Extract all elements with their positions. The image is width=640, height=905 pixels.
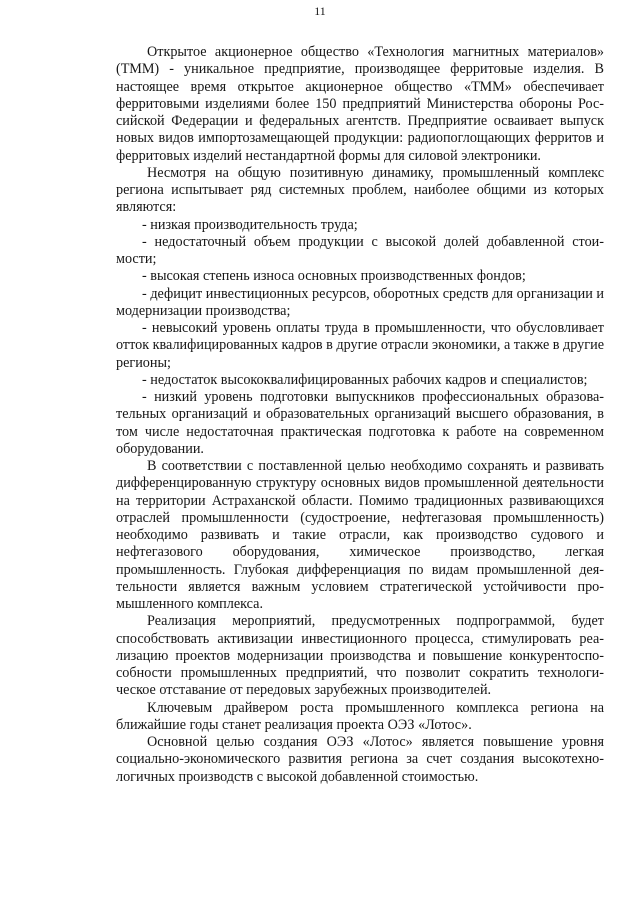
paragraph: В соответствии с поставленной целью необходимо сохранять и развивать дифференцированную структуру основных видов промышленной деятельности на территории Астраханской области. Помимо традиционных развивающихся отраслей промышленности (судостроение, нефтегазовая промышленность) необходимо развивать и такие отрасли, как производство судового и нефтегазового оборудования, химическое производство, легкая промышленность. Глубокая дифференциация по видам промышленной деятельности является важным условием стратегической устойчивости промышленного комплекса. [116,458,604,612]
list-item: - недостаток высококвалифицированных рабочих кадров и специалистов; [142,371,588,388]
list-item: - низкий уровень подготовки выпускников профессиональных образовательных организаций и образовательных организаций высшего образования, в том числе недостаточная практическая подготовка к работе на современном оборудовании. [116,389,604,457]
body-text [116,44,604,786]
paragraph: Несмотря на общую позитивную динамику, промышленный комплекс региона испытывает ряд системных проблем, наиболее общими из которых являются: [116,164,604,216]
list-item: - высокая степень износа основных производственных фондов; [142,268,526,285]
paragraph: Ключевым драйвером роста промышленного комплекса региона на ближайшие годы станет реализация проекта ОЭЗ «Лотос». [116,699,604,733]
list-item: - невысокий уровень оплаты труда в промышленности, что обусловливает отток квалифицированных кадров в другие отрасли экономики, а также в другие регионы; [116,320,604,371]
list-item: - недостаточный объем продукции с высокой долей добавленной стоимости; [116,233,604,267]
list-item: - низкая производительность труда; [142,216,358,233]
paragraph: Основной целью создания ОЭЗ «Лотос» является повышение уровня социально-экономического развития региона за счет создания высокотехнологичных производств с высокой добавленной стоимостью. [116,734,604,785]
paragraph: Реализация мероприятий, предусмотренных подпрограммой, будет способствовать активизации инвестиционного процесса, стимулировать реализацию проектов модернизации производства и повышение конкурентоспособности промышленных предприятий, что позволит сократить технологическое отставание от передовых зарубежных производителей. [116,613,604,699]
list-item: - дефицит инвестиционных ресурсов, оборотных средств для организации и модернизации производства; [116,285,604,319]
paragraph: Открытое акционерное общество «Технология магнитных материалов» (ТММ) - уникальное предприятие, производящее ферритовые изделия. В настоящее время открытое акционерное общество «ТММ» обеспечивает ферритовыми изделиями более 150 предприятий Министерства обороны Российской Федерации и федеральных агентств. Предприятие осваивает выпуск новых видов импортозамещающей продукции: радиопоглощающих ферритов и ферритовых изделий нестандартной формы для силовой электроники. [116,44,604,164]
page-number: 11 [314,4,326,18]
